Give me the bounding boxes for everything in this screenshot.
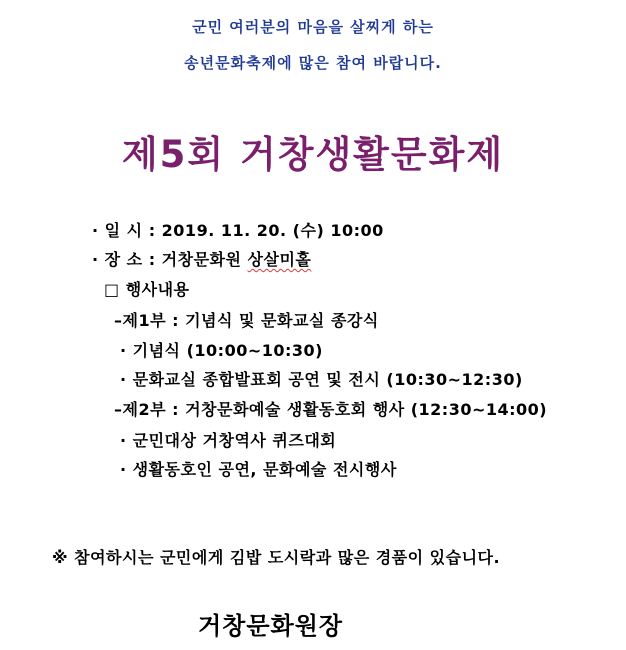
program-heading: □ 행사내용	[104, 280, 190, 299]
part1-item-ceremony: · 기념식 (10:00~10:30)	[120, 341, 323, 360]
venue-label: · 장 소 : 거창문화원	[92, 250, 248, 269]
part2-item-quiz: · 군민대상 거창역사 퀴즈대회	[120, 431, 337, 450]
intro-line-2: 송년문화축제에 많은 참여 바랍니다.	[184, 54, 442, 72]
event-title: 제5회 거창생활문화제	[121, 133, 505, 176]
intro-line-1: 군민 여러분의 마음을 살찌게 하는	[192, 18, 434, 36]
venue-hall-name: 상살미홀	[247, 250, 312, 269]
event-date-line: · 일 시 : 2019. 11. 20. (수) 10:00	[92, 221, 384, 240]
part2-heading: –제2부 : 거창문화예술 생활동호회 행사 (12:30~14:00)	[114, 400, 548, 419]
part1-item-showcase: · 문화교실 종합발표회 공연 및 전시 (10:30~12:30)	[120, 370, 523, 389]
part1-heading: –제1부 : 기념식 및 문화교실 종강식	[114, 311, 379, 330]
organizer-signature: 거창문화원장	[198, 612, 344, 640]
event-venue-line	[92, 247, 311, 270]
participation-note: ※ 참여하시는 군민에게 김밥 도시락과 많은 경품이 있습니다.	[52, 548, 501, 567]
part2-item-performance: · 생활동호인 공연, 문화예술 전시행사	[120, 460, 397, 479]
